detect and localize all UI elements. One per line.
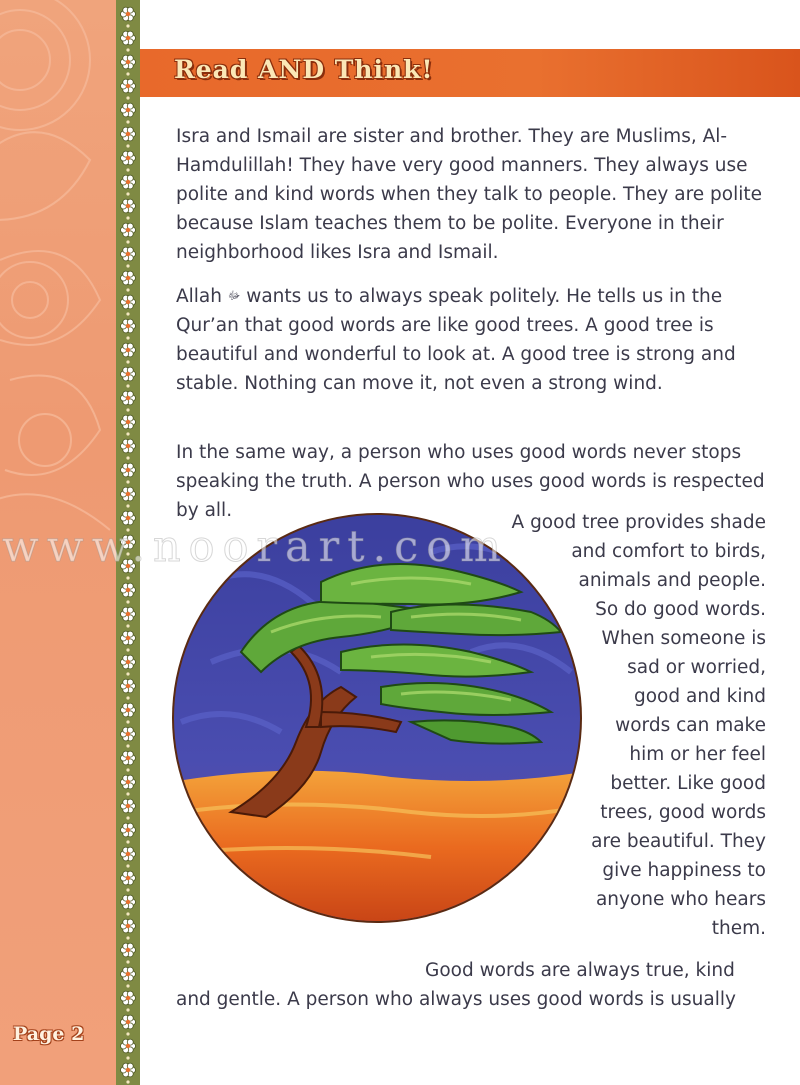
- flower-icon: [121, 31, 136, 45]
- page-number: Page 2: [13, 1023, 85, 1045]
- paragraph-allah-rest: wants us to always speak politely. He tells us in the Qur’an that good words are like good trees. A good tree is beautiful and wonderful to look at. A good tree is strong and stable. Nothing can move it, not even a strong wind.: [176, 286, 736, 394]
- dot-icon: [126, 120, 129, 123]
- flower-icon: [121, 991, 136, 1005]
- wrap-line: sad or worried,: [627, 657, 766, 678]
- flower-icon: [121, 151, 136, 165]
- flower-icon: [121, 703, 136, 717]
- flower-icon: [121, 1039, 136, 1053]
- wrap-line: are beautiful. They: [591, 831, 766, 852]
- flower-icon: [121, 79, 136, 93]
- dot-icon: [126, 744, 129, 747]
- wrap-line: and comfort to birds,: [571, 541, 766, 562]
- dot-icon: [126, 144, 129, 147]
- flower-icon: [121, 871, 136, 885]
- flower-icon: [121, 1015, 136, 1029]
- wrap-line: him or her feel: [629, 744, 766, 765]
- flower-icon: [121, 631, 136, 645]
- dot-icon: [126, 360, 129, 363]
- flower-icon: [121, 391, 136, 405]
- dot-icon: [126, 480, 129, 483]
- arabesque-pattern-icon: [0, 0, 116, 560]
- flower-icon: [121, 655, 136, 669]
- flower-icon: [121, 319, 136, 333]
- dot-icon: [126, 1032, 129, 1035]
- dot-icon: [126, 600, 129, 603]
- wrap-line: animals and people.: [578, 570, 766, 591]
- closing-line-1: Good words are always true, kind: [425, 960, 735, 981]
- flower-icon: [121, 271, 136, 285]
- dot-icon: [126, 696, 129, 699]
- flower-icon: [121, 343, 136, 357]
- wrap-line: So do good words.: [595, 599, 766, 620]
- flower-icon: [121, 223, 136, 237]
- flower-icon: [121, 439, 136, 453]
- dot-icon: [126, 24, 129, 27]
- flower-icon: [121, 463, 136, 477]
- dot-icon: [126, 432, 129, 435]
- dot-icon: [126, 1080, 129, 1083]
- dot-icon: [126, 240, 129, 243]
- dot-icon: [126, 408, 129, 411]
- wrap-line: them.: [711, 918, 766, 939]
- paragraph-allah-start: Allah: [176, 286, 222, 307]
- dot-icon: [126, 504, 129, 507]
- dot-icon: [126, 168, 129, 171]
- flower-icon: [121, 103, 136, 117]
- dot-icon: [126, 864, 129, 867]
- dot-icon: [126, 672, 129, 675]
- flower-icon: [121, 775, 136, 789]
- dot-icon: [126, 624, 129, 627]
- dot-icon: [126, 912, 129, 915]
- flower-icon: [121, 847, 136, 861]
- dot-icon: [126, 72, 129, 75]
- dot-icon: [126, 576, 129, 579]
- dot-icon: [126, 48, 129, 51]
- flower-icon: [121, 919, 136, 933]
- flower-icon: [121, 55, 136, 69]
- dot-icon: [126, 960, 129, 963]
- flower-icon: [121, 967, 136, 981]
- dot-icon: [126, 1056, 129, 1059]
- dot-icon: [126, 456, 129, 459]
- flower-icon: [121, 727, 136, 741]
- wrap-line: give happiness to: [602, 860, 766, 881]
- wrap-line: trees, good words: [600, 802, 766, 823]
- flower-icon: [121, 823, 136, 837]
- wrap-line: When someone is: [601, 628, 766, 649]
- section-header: [140, 49, 800, 97]
- dot-icon: [126, 312, 129, 315]
- dot-icon: [126, 936, 129, 939]
- flower-icon: [121, 679, 136, 693]
- flower-icon: [121, 487, 136, 501]
- dot-icon: [126, 96, 129, 99]
- flower-icon: [121, 415, 136, 429]
- dot-icon: [126, 1008, 129, 1011]
- dot-icon: [126, 888, 129, 891]
- wrap-line: anyone who hears: [595, 889, 766, 910]
- dot-icon: [126, 264, 129, 267]
- dot-icon: [126, 984, 129, 987]
- flower-icon: [121, 247, 136, 261]
- flower-icon: [121, 799, 136, 813]
- dot-icon: [126, 816, 129, 819]
- paragraph-allah: [176, 281, 776, 398]
- watermark: www.noorart.com: [2, 522, 509, 572]
- flower-icon: [121, 199, 136, 213]
- wrap-line: A good tree provides shade: [511, 512, 766, 533]
- flower-icon: [121, 583, 136, 597]
- flower-icon: [121, 295, 136, 309]
- dot-icon: [126, 648, 129, 651]
- wrap-line: words can make: [615, 715, 766, 736]
- wrap-text-block: [366, 508, 766, 943]
- flower-icon: [121, 943, 136, 957]
- honorific-glyph: ﷻ: [227, 289, 241, 302]
- dot-icon: [126, 768, 129, 771]
- dot-icon: [126, 720, 129, 723]
- dot-icon: [126, 192, 129, 195]
- flower-icon: [121, 367, 136, 381]
- page-title: Read AND Think!: [174, 55, 434, 84]
- dot-icon: [126, 384, 129, 387]
- closing-line-2: and gentle. A person who always uses good words is usually: [176, 989, 736, 1010]
- wrap-line: better. Like good: [610, 773, 766, 794]
- flower-icon: [121, 127, 136, 141]
- paragraph-same-way: In the same way, a person who uses good words never stops speaking the truth. A person who uses good words is respected by all.: [176, 442, 765, 521]
- dot-icon: [126, 288, 129, 291]
- dot-icon: [126, 336, 129, 339]
- flower-icon: [121, 175, 136, 189]
- dot-icon: [126, 216, 129, 219]
- dot-icon: [126, 792, 129, 795]
- flower-icon: [121, 7, 136, 21]
- flower-icon: [121, 1063, 136, 1077]
- flower-icon: [121, 751, 136, 765]
- wrap-line: good and kind: [633, 686, 766, 707]
- flower-icon: [121, 895, 136, 909]
- flower-icon: [121, 607, 136, 621]
- dot-icon: [126, 840, 129, 843]
- paragraph-intro: Isra and Ismail are sister and brother. They are Muslims, Al-Hamdulillah! They have very good manners. They always use polite and kind words when they talk to people. They are polite because Islam teaches them to be polite. Everyone in their neighborhood likes Isra and Ismail.: [176, 126, 763, 263]
